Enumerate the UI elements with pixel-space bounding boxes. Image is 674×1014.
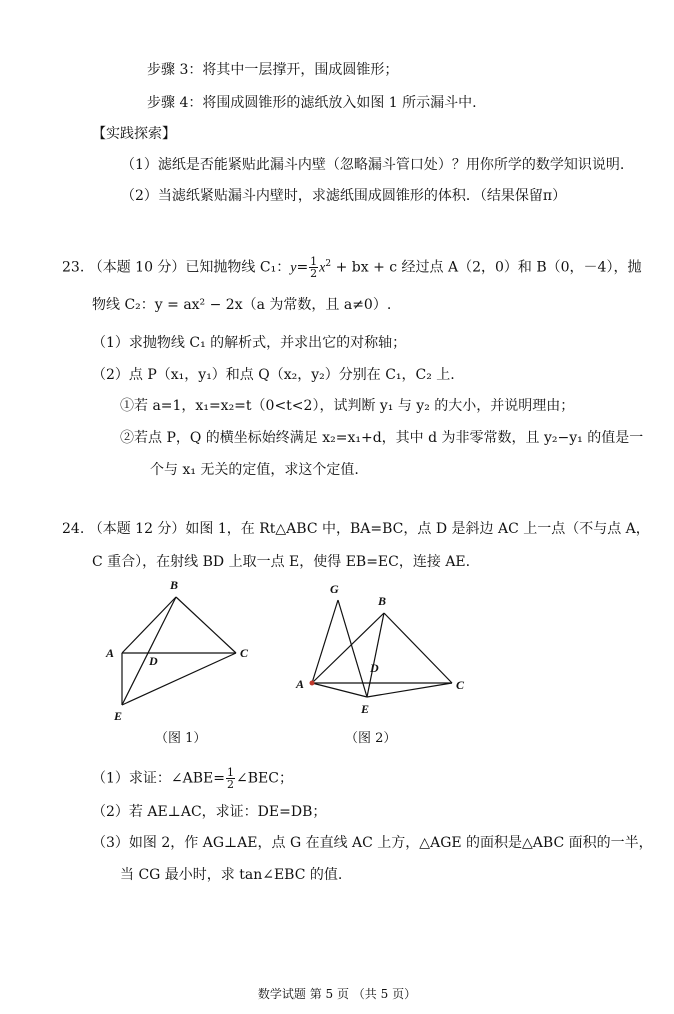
problem-24-intro: 24. （本题 12 分）如图 1，在 Rt△ABC 中，BA=BC，点 D 是斜边 AC 上一点（不与点 A，: [62, 521, 650, 537]
label-b: B: [378, 594, 387, 608]
fraction-half: $\frac{1}{2}$: [227, 766, 234, 791]
problem-24-q1: （1）求证：∠ABE= $\frac{1}{2}$ ∠BEC；: [92, 766, 293, 791]
segment-ec: [367, 683, 452, 697]
label-c: C: [240, 646, 249, 660]
problem-23-q2: （2）点 P（x₁，y₁）和点 Q（x₂，y₂）分别在 C₁，C₂ 上.: [92, 367, 455, 383]
practice-q1: （1）滤纸是否能紧贴此漏斗内壁（忽略漏斗管口处）？用你所学的数学知识说明.: [121, 157, 625, 173]
practice-header: 【实践探索】: [92, 126, 176, 142]
problem-23-q2b-cont: 个与 x₁ 无关的定值，求这个定值.: [150, 462, 359, 478]
step-4: 步骤 4：将围成圆锥形的滤纸放入如图 1 所示漏斗中.: [147, 95, 477, 111]
segment-bc: [384, 613, 452, 683]
problem-23-q1: （1）求抛物线 C₁ 的解析式，并求出它的对称轴；: [92, 335, 407, 351]
label-a: A: [106, 646, 115, 660]
step-3: 步骤 3：将其中一层撑开，围成圆锥形；: [147, 62, 399, 78]
label-g: G: [330, 582, 339, 596]
point-a-marker: [310, 681, 315, 686]
problem-23-number: 23.: [62, 259, 85, 276]
label-c: C: [456, 678, 465, 692]
problem-23-q2b: ②若点 P，Q 的横坐标始终满足 x₂=x₁+d，其中 d 为非零常数，且 y₂−y₁ 的值是一: [120, 430, 644, 446]
label-e: E: [114, 709, 123, 723]
practice-q2: （2）当滤纸紧贴漏斗内壁时，求滤纸围成圆锥形的体积．（结果保留π）: [121, 188, 567, 204]
problem-24-q2: （2）若 AE⊥AC，求证：DE=DB；: [92, 804, 327, 820]
label-b: B: [170, 578, 179, 592]
segment-ae: [312, 683, 367, 697]
segment-bc: [176, 597, 236, 653]
figure-1-caption: （图 1）: [155, 731, 207, 746]
label-e: E: [361, 702, 370, 716]
page-footer: 数学试题 第 5 页 （共 5 页）: [257, 987, 417, 1001]
problem-24-q3-cont: 当 CG 最小时，求 tan∠EBC 的值.: [120, 867, 343, 883]
label-a: A: [296, 677, 305, 691]
problem-23-intro: 23. （本题 10 分）已知抛物线 C₁：y= $\frac{1}{2}$ $x^2$ + bx + c 经过点 A（2，0）和 B（0，－4），抛: [62, 255, 642, 281]
problem-24-intro2: C 重合），在射线 BD 上取一点 E，使得 EB=EC，连接 AE.: [92, 554, 471, 570]
segment-be: [122, 597, 176, 705]
segment-ec: [122, 653, 236, 705]
figure-2: [290, 575, 480, 725]
problem-24-number: 24.: [62, 521, 85, 537]
segment-be: [367, 613, 384, 697]
label-d: D: [370, 661, 379, 675]
problem-23-line2: 物线 C₂：y = ax² − 2x（a 为常数，且 a≠0）.: [92, 297, 392, 313]
label-d: D: [149, 654, 158, 668]
problem-24-q3: （3）如图 2，作 AG⊥AE，点 G 在直线 AC 上方，△AGE 的面积是△ABC 面积的一半，: [92, 835, 653, 851]
figure-2-caption: （图 2）: [345, 731, 397, 746]
segment-ba: [122, 597, 176, 653]
problem-23-q2a: ①若 a=1，x₁=x₂=t（0<t<2），试判断 y₁ 与 y₂ 的大小，并说明理由；: [120, 398, 575, 414]
fraction-half: $\frac{1}{2}$: [310, 255, 318, 281]
figure-1: [100, 575, 260, 725]
